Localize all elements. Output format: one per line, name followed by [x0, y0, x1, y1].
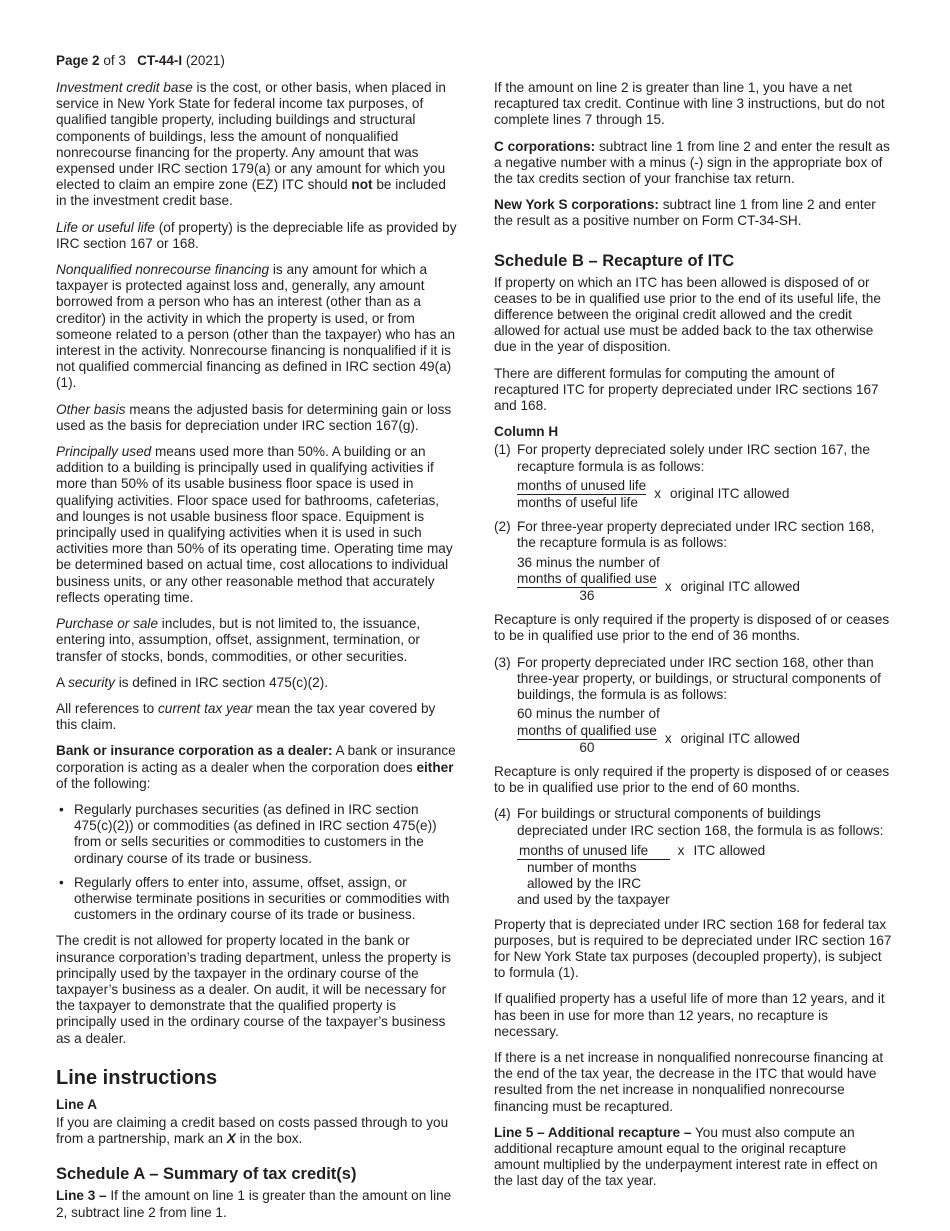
net-increase-financing-paragraph: If there is a net increase in nonqualified nonrecourse financing at the end of the tax year, the decrease in the ITC that would have resulted from the net increase in nonqualified nonrecourse financing must be recaptured. — [494, 1049, 884, 1114]
c-corporations-paragraph — [494, 139, 892, 188]
numerator: months of qualified use — [517, 571, 657, 588]
line-a-text — [56, 1115, 460, 1147]
mark-x: X — [226, 1131, 236, 1147]
multiplier: original ITC allowed — [670, 486, 790, 502]
numerator-prefix: 60 minus the number of — [517, 706, 660, 722]
formula-3 — [517, 723, 892, 756]
list-item: • Regularly offers to enter into, assume, offset, assign, or otherwise terminate positions in securities or commodities with customers in the ordinary course of its trade or business. — [56, 875, 460, 924]
schedule-a-heading: Schedule A – Summary of tax credit(s) — [56, 1165, 357, 1184]
item-number: (4) — [494, 806, 511, 822]
text: subtract line 1 from line 2 and enter the result as a negative number with a minus (-) sign in the appropriate box of the tax credits section of your franchise tax return. — [494, 138, 890, 187]
text: All references to — [56, 700, 158, 716]
text: A bank or insurance corporation is acting as a dealer when the corporation does — [56, 743, 456, 775]
page-word: Page — [56, 53, 89, 68]
term: security — [68, 674, 115, 690]
formulas-intro: There are different formulas for computing the amount of recaptured ITC for property depreciated under IRC sections 167 and 168. — [494, 365, 879, 414]
term: New York S corporations: — [494, 197, 659, 213]
form-number: CT-44-I — [137, 53, 183, 68]
formula-item-2 — [494, 519, 892, 604]
column-h-heading: Column H — [494, 424, 559, 440]
line-5-paragraph — [494, 1125, 892, 1190]
credit-not-allowed-paragraph: The credit is not allowed for property located in the bank or insurance corporation’s trading department, unless the property is principally used by the taxpayer in the ordinary course of the taxpayer’s business as a dealer. On audit, it will be necessary for the taxpayer to demonstrate that the qualified property is principally used in the ordinary course of the taxpayer’s business as a dealer. — [56, 933, 451, 1046]
page-of: of 3 — [103, 53, 126, 68]
text: includes, but is not limited to, the issuance, entering into, assumption, offset, assignment, termination, or transfer of stocks, bonds, commodities, or other securities. — [56, 616, 421, 664]
term: Line 3 – — [56, 1188, 107, 1204]
text: is the cost, or other basis, when placed in service in New York State for federal income tax purposes, of qualified tangible property, including buildings and structural components of buildings, less the amount of nonqualified nonrecourse financing for the property. Any amount that was expensed under IRC section 179(a) or any amount for which you elected to claim an empire zone (EZ) ITC should — [56, 80, 446, 193]
numerator: months of unused life — [517, 843, 670, 860]
denominator-line-1: number of months — [527, 859, 637, 875]
term: C corporations: — [494, 138, 596, 154]
def-useful-life — [56, 220, 460, 252]
line-instructions-heading: Line instructions — [56, 1066, 218, 1089]
def-security — [56, 675, 460, 691]
list-item: • Regularly purchases securities (as defined in IRC section 475(c)(2)) or commodities (as defined in IRC section 475(e)) from or sells securities or commodities to customers in the ordinary course of its trade or business. — [56, 802, 460, 867]
def-nonrecourse-financing — [56, 262, 460, 392]
times-sign: x — [664, 579, 672, 595]
term: Principally used — [56, 444, 152, 460]
line-3-text — [56, 1188, 460, 1220]
item-number: (2) — [494, 519, 511, 535]
formula-2 — [517, 571, 892, 604]
item-text: For buildings or structural components of buildings depreciated under IRC section 168, the formula is as follows: — [517, 806, 884, 838]
multiplier: original ITC allowed — [680, 731, 800, 747]
page-number: 2 — [92, 53, 100, 68]
multiplier: original ITC allowed — [680, 579, 800, 595]
term: Line 5 – Additional recapture – — [494, 1124, 692, 1140]
item-number: (1) — [494, 442, 511, 458]
formula-4 — [517, 843, 892, 909]
numerator: months of unused life — [517, 478, 646, 495]
useful-life-12-years-paragraph: If qualified property has a useful life of more than 12 years, and it has been in use for more than 12 years, no recapture is necessary. — [494, 991, 885, 1039]
item-text: For property depreciated solely under IRC section 167, the recapture formula is as follows: — [517, 442, 870, 474]
text: subtract line 1 from line 2 and enter the result as a positive number on Form CT-34-SH. — [494, 197, 876, 229]
text: is defined in IRC section 475(c)(2). — [114, 674, 328, 690]
net-recaptured-paragraph: If the amount on line 2 is greater than line 1, you have a net recaptured tax credit. Continue with line 3 instructions, but do not complete lines 7 through 15. — [494, 80, 885, 128]
dealer-bullet-list — [56, 802, 460, 923]
text: be included in the investment credit base. — [56, 177, 446, 209]
text: in the box. — [235, 1131, 303, 1147]
item-text: For three-year property depreciated under IRC section 168, the recapture formula is as follows: — [517, 519, 875, 551]
schedule-b-heading: Schedule B – Recapture of ITC — [494, 251, 735, 270]
def-principally-used — [56, 444, 460, 606]
text: (of property) is the depreciable life as provided by IRC section 167 or 168. — [56, 219, 457, 251]
text: means used more than 50%. A building or an addition to a building is principally used in qualifying activities if more than 50% of its usable business floor space is used in qualifying activities. Floor space used for bathrooms, cafeterias, and lounges is not usable business floor space. Equipment is principally used in qualifying activities when it is used in such activities more than 50% of its operating time. Operating time may be determined based on actual time, cost allocations to individual business units, or any other reasonable method that accurately reflects operating time. — [56, 444, 453, 605]
term: Other basis — [56, 401, 126, 417]
formula-item-4 — [494, 806, 892, 908]
text: A — [56, 674, 69, 690]
def-dealer — [56, 743, 460, 792]
text: If the amount on line 1 is greater than the amount on line 2, subtract line 2 from line 1. — [56, 1188, 452, 1220]
times-sign: x — [654, 486, 662, 502]
text: If you are claiming a credit based on costs passed through to you from a partnership, mark an — [56, 1114, 449, 1147]
denominator: 60 — [579, 739, 595, 755]
term: Nonqualified nonrecourse financing — [56, 262, 270, 278]
formula-item-3 — [494, 655, 892, 756]
denominator-line-2: allowed by the IRC — [527, 876, 642, 892]
emphasis: not — [351, 177, 373, 193]
left-column — [56, 80, 460, 1231]
schedule-b-intro: If property on which an ITC has been allowed is disposed of or ceases to be in qualified use prior to the end of its useful life, the difference between the original credit allowed and the credit allowed for actual use must be added back to the tax otherwise due in the year of disposition. — [494, 274, 881, 355]
term: Life or useful life — [56, 219, 155, 235]
emphasis: either — [416, 759, 454, 775]
form-year: (2021) — [185, 53, 225, 68]
term: Purchase or sale — [56, 616, 159, 632]
times-sign: x — [677, 842, 685, 858]
page-header — [56, 53, 225, 68]
s-corporations-paragraph — [494, 197, 892, 229]
recapture-60-note: Recapture is only required if the property is disposed of or ceases to be in qualified use prior to the end of 60 months. — [494, 763, 890, 796]
denominator: 36 — [579, 588, 595, 604]
text: mean the tax year covered by this claim. — [56, 700, 436, 733]
term: current tax year — [158, 700, 253, 716]
item-number: (3) — [494, 654, 511, 670]
text: of the following: — [56, 775, 151, 791]
def-other-basis — [56, 402, 460, 434]
def-investment-credit-base — [56, 80, 460, 210]
text: is any amount for which a taxpayer is protected against loss and, generally, any amount borrowed from a person who has an interest (other than as a creditor) in the activity in which the property is used, or from someone related to a person (other than the taxpayer) who has an interest in the activity. Nonrecourse financing is nonqualified if it is not qualified commercial financing as defined in IRC section 49(a)(1). — [56, 262, 455, 391]
multiplier: ITC allowed — [693, 842, 766, 858]
text: You must also compute an additional recapture amount equal to the original recapture amount multiplied by the underpayment interest rate in effect on the last day of the tax year. — [494, 1124, 878, 1189]
numerator-prefix: 36 minus the number of — [517, 554, 660, 570]
def-purchase-or-sale — [56, 616, 460, 665]
right-column — [494, 80, 892, 1200]
recapture-36-note: Recapture is only required if the property is disposed of or ceases to be in qualified use prior to the end of 36 months. — [494, 612, 890, 644]
denominator: months of useful life — [517, 495, 638, 511]
def-current-tax-year — [56, 701, 460, 733]
denominator-line-3: and used by the taxpayer — [517, 892, 670, 908]
item-text: For property depreciated under IRC section 168, other than three-year property, or buildings, or structural components of buildings, the formula is as follows: — [517, 654, 881, 703]
text: means the adjusted basis for determining gain or loss used as the basis for depreciation under IRC section 167(g). — [56, 401, 452, 433]
numerator: months of qualified use — [517, 723, 657, 740]
term: Bank or insurance corporation as a dealer: — [56, 743, 333, 759]
term: Investment credit base — [56, 80, 193, 95]
line-a-heading: Line A — [56, 1096, 98, 1112]
decoupled-property-paragraph: Property that is depreciated under IRC section 168 for federal tax purposes, but is required to be depreciated under IRC section 167 for New York State tax purposes (decoupled property), is subject to formula (1). — [494, 916, 892, 981]
formula-item-1 — [494, 442, 892, 511]
times-sign: x — [664, 731, 672, 747]
formula-1 — [517, 478, 892, 511]
